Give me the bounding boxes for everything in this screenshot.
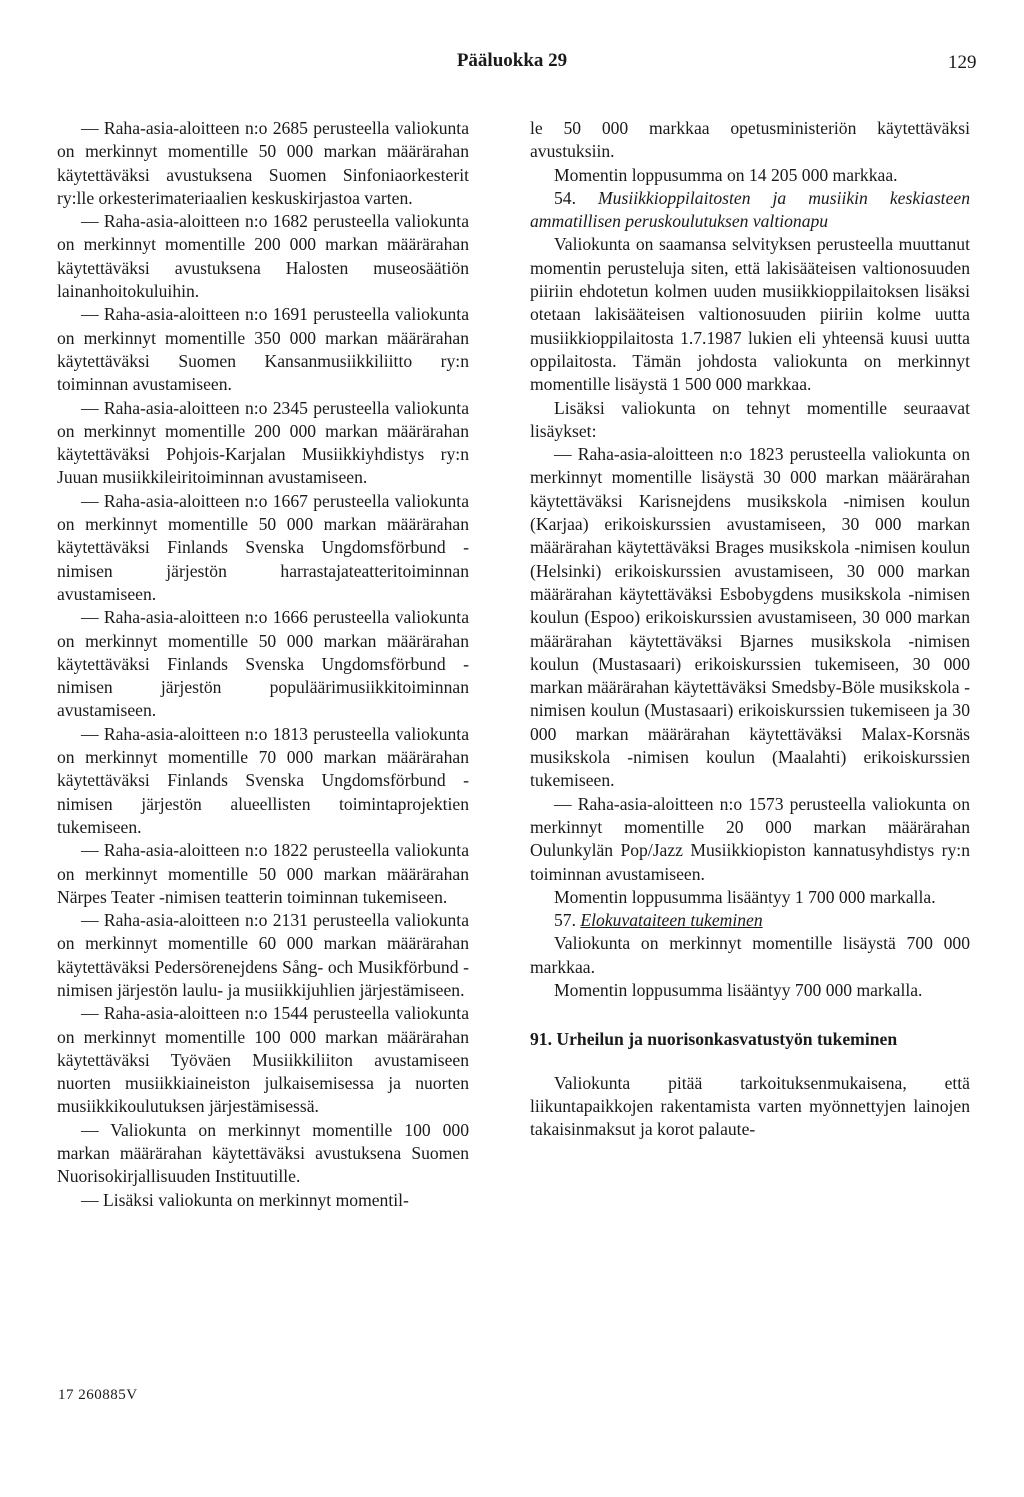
paragraph: — Valiokunta on merkinnyt momentille 100 000 markan määrärahan käytettäväksi avustuksena Suomen Nuorisokirjallisuuden Instituutille.	[57, 1119, 469, 1187]
left-column	[57, 117, 469, 1212]
paragraph: — Raha-asia-aloitteen n:o 1666 perusteella valiokunta on merkinnyt momentille 50 000 markan määrärahan käytettäväksi Finlands Svenska Ungdomsförbund -nimisen järjestön populäärimusiikkitoiminnan avustamiseen.	[57, 607, 469, 721]
paragraph: — Raha-asia-aloitteen n:o 1544 perusteella valiokunta on merkinnyt momentille 100 000 markan määrärahan käytettäväksi Työväen Musiikkiliiton avustamiseen nuorten musiikkiaineiston julkaisemisessa ja nuorten musiikkikoulutuksen järjestämisessä.	[57, 1003, 469, 1117]
momentti-total: Momentin loppusumma lisääntyy 1 700 000 markalla.	[554, 886, 936, 907]
right-column	[530, 117, 970, 1141]
paragraph: Valiokunta on saamansa selvityksen perusteella muuttanut momentin perusteluja siten, että lakisääteisen valtionosuuden piiriin ehdotetun kolmen uuden musiikkioppilaitoksen lisäksi otetaan lakisääteisen valtionosuuden piiriin kolme uutta musiikkioppilaitosta 1.7.1987 lukien eli yhteensä kuusi uutta oppilaitosta. Tämän johdosta valiokunta on merkinnyt momentille lisäystä 1 500 000 markkaa.	[530, 234, 970, 395]
paragraph: — Raha-asia-aloitteen n:o 1682 perusteella valiokunta on merkinnyt momentille 200 000 markan määrärahan käytettäväksi avustuksena Halosten museosäätiön lainanhoitokuluihin.	[57, 211, 469, 302]
page-header-title: Pääluokka 29	[456, 50, 568, 71]
paragraph: — Raha-asia-aloitteen n:o 1667 perusteella valiokunta on merkinnyt momentille 50 000 markan määrärahan käytettäväksi Finlands Svenska Ungdomsförbund -nimisen järjestön harrastajateatteritoiminnan avustamiseen.	[57, 490, 469, 604]
item-title: Musiikkioppilaitosten ja musiikin keskiasteen ammatillisen peruskoulutuksen valtionapu	[530, 187, 970, 232]
item-number: 54.	[554, 187, 576, 208]
momentti-total: Momentin loppusumma on 14 205 000 markkaa.	[554, 164, 898, 185]
momentti-total: Momentin loppusumma lisääntyy 700 000 markalla.	[554, 979, 923, 1000]
paragraph: — Raha-asia-aloitteen n:o 1813 perusteella valiokunta on merkinnyt momentille 70 000 markan määrärahan käytettäväksi Finlands Svenska Ungdomsförbund -nimisen järjestön alueellisten toimintaprojektien tukemiseen.	[57, 723, 469, 837]
item-number: 57.	[554, 910, 576, 931]
continuation-paragraph: le 50 000 markkaa opetusministeriön käytettäväksi avustuksiin.	[530, 118, 970, 162]
item-title: Elokuvataiteen tukeminen	[580, 910, 763, 931]
paragraph: Valiokunta on merkinnyt momentille lisäystä 700 000 markkaa.	[530, 933, 970, 977]
paragraph: — Raha-asia-aloitteen n:o 2685 perusteella valiokunta on merkinnyt momentille 50 000 markan määrärahan käytettäväksi avustuksena Suomen Sinfoniaorkesterit ry:lle orkesterimateriaalien keskuskirjastoa varten.	[57, 118, 469, 208]
paragraph: — Raha-asia-aloitteen n:o 1691 perusteella valiokunta on merkinnyt momentille 350 000 markan määrärahan käytettäväksi Suomen Kansanmusiikkiliitto ry:n toiminnan avustamiseen.	[57, 304, 469, 395]
item-heading-54	[530, 187, 970, 234]
section-heading: 91. Urheilun ja nuorisonkasvatustyön tukeminen	[530, 1029, 898, 1050]
footer-print-code: 17 260885V	[58, 1387, 138, 1403]
paragraph: Valiokunta pitää tarkoituksenmukaisena, että liikuntapaikkojen rakentamista varten myönnettyjen lainojen takaisinmaksut ja korot palaute-	[530, 1072, 970, 1140]
page-number: 129	[948, 52, 977, 73]
item-heading-57	[530, 909, 970, 932]
paragraph: — Raha-asia-aloitteen n:o 1823 perusteella valiokunta on merkinnyt momentille lisäystä 30 000 markan määrärahan käytettäväksi Karisnejdens musikskola -nimisen koulun (Karjaa) erikoiskurssien avustamiseen, 30 000 markan määrärahan käytettäväksi Brages musikskola -nimisen koulun (Helsinki) erikoiskurssien avustamiseen, 30 000 markan määrärahan käytettäväksi Esbobygdens musikskola -nimisen koulun (Espoo) erikoiskurssien avustamiseen, 30 000 markan määrärahan käytettäväksi Bjarnes musikskola -nimisen koulun (Mustasaari) erikoiskurssien tukemiseen, 30 000 markan määrärahan käytettäväksi Smedsby-Böle musikskola -nimisen koulun (Mustasaari) erikoiskurssien tukemiseen ja 30 000 markan määrärahan käytettäväksi Malax-Korsnäs musikskola -nimisen koulun (Maalahti) erikoiskurssien tukemiseen.	[530, 444, 970, 791]
paragraph: — Raha-asia-aloitteen n:o 2131 perusteella valiokunta on merkinnyt momentille 60 000 markan määrärahan käytettäväksi Pedersörenejdens Sång- och Musikförbund -nimisen järjestön laulu- ja musiikkijuhlien järjestämiseen.	[57, 910, 469, 1000]
paragraph: — Lisäksi valiokunta on merkinnyt momentil-	[81, 1189, 409, 1210]
paragraph: — Raha-asia-aloitteen n:o 1573 perusteella valiokunta on merkinnyt momentille 20 000 markan määrärahan Oulunkylän Pop/Jazz Musiikkiopiston kannatusyhdistys ry:n toiminnan avustamiseen.	[530, 793, 970, 884]
paragraph: Lisäksi valiokunta on tehnyt momentille seuraavat lisäykset:	[530, 397, 970, 441]
paragraph: — Raha-asia-aloitteen n:o 2345 perusteella valiokunta on merkinnyt momentille 200 000 markan määrärahan käytettäväksi Pohjois-Karjalan Musiikkiyhdistys ry:n Juuan musiikkileiritoiminnan avustamiseen.	[57, 397, 469, 488]
paragraph: — Raha-asia-aloitteen n:o 1822 perusteella valiokunta on merkinnyt momentille 50 000 markan määrärahan Närpes Teater -nimisen teatterin toiminnan tukemiseen.	[57, 840, 469, 907]
